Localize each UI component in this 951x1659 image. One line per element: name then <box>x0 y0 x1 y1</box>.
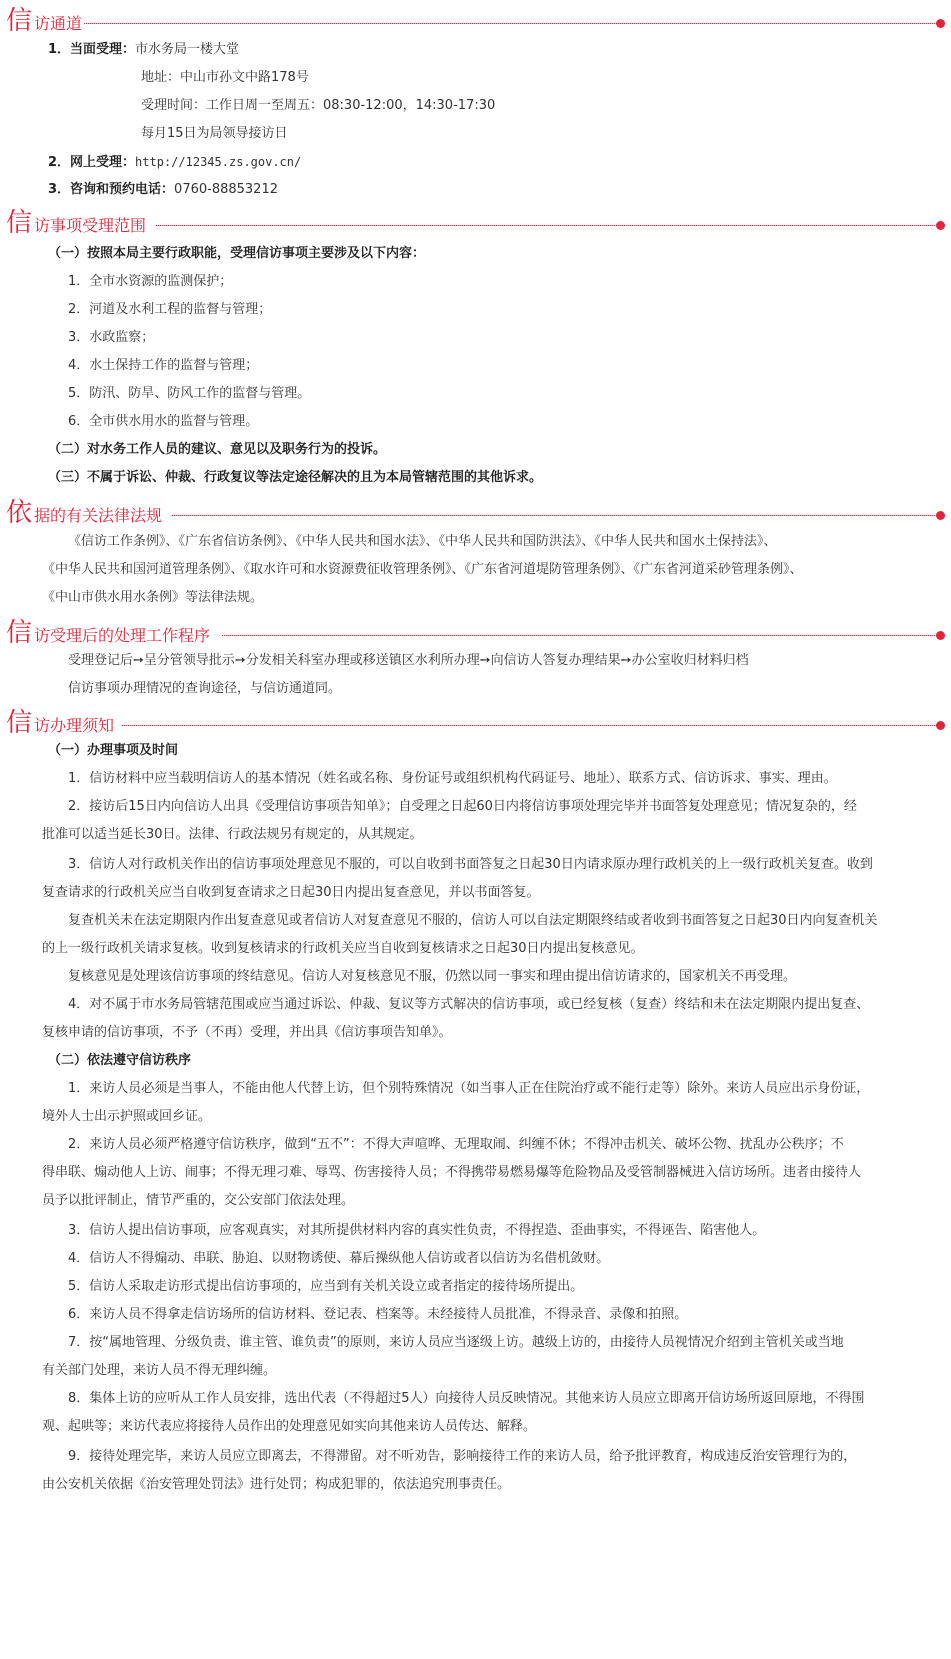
section-header-notice <box>0 706 951 740</box>
scope-paragraph-1: （一）按照本局主要行政职能，受理信访事项主要涉及以下内容： <box>48 246 426 261</box>
channel-item-3 <box>48 181 278 199</box>
channel-item-2-label: 2．网上受理： <box>48 155 136 170</box>
section-header-procedure <box>0 616 951 650</box>
scope-list-item: 4．水土保持工作的监督与管理； <box>68 358 259 373</box>
scope-list-item: 6．全市供水用水的监督与管理。 <box>68 414 259 429</box>
section-initial: 依 <box>6 498 33 528</box>
section-title: 据的有关法律法规 <box>34 506 163 525</box>
notice-line: 复核申请的信访事项，不予（不再）受理，并出具《信访事项告知单》。 <box>42 1025 452 1040</box>
bullet-dot-icon <box>936 221 945 230</box>
rule-line: 由公安机关依据《治安管理处罚法》进行处罚；构成犯罪的，依法追究刑事责任。 <box>42 1477 511 1492</box>
scope-paragraph-2: （二）对水务工作人员的建议、意见以及职务行为的投诉。 <box>48 442 387 457</box>
laws-line: 《中华人民共和国河道管理条例》、《取水许可和水资源费征收管理条例》、《广东省河道堤防管理条例》、《广东省河道采砂管理条例》、 <box>42 562 803 577</box>
notice-line: 1．信访材料中应当载明信访人的基本情况（姓名或名称、身份证号或组织机构代码证号、地址）、联系方式、信访诉求、事实、理由。 <box>68 771 837 786</box>
rule-line: 9．接待处理完毕，来访人员应立即离去，不得滞留。对不听劝告，影响接待工作的来访人员，给予批评教育，构成违反治安管理行为的， <box>68 1449 857 1464</box>
rule-line: 有关部门处理，来访人员不得无理纠缠。 <box>42 1363 277 1378</box>
dotted-divider <box>84 23 939 24</box>
laws-line: 《中山市供水用水条例》等法律法规。 <box>42 590 264 605</box>
channel-address: 地址：中山市孙文中路178号 <box>141 70 309 85</box>
rule-line: 1．来访人员必须是当事人，不能由他人代替上访，但个别特殊情况（如当事人正在住院治疗或不能行走等）除外。来访人员应出示身份证， <box>68 1081 870 1096</box>
rule-line: 3．信访人提出信访事项，应客观真实，对其所提供材料内容的真实性负责，不得捏造、歪曲事实，不得诬告、陷害他人。 <box>68 1223 766 1238</box>
dotted-divider <box>172 515 939 516</box>
section-title: 访受理后的处理工作程序 <box>34 626 211 645</box>
notice-heading-1: （一）办理事项及时间 <box>48 743 179 758</box>
section-initial: 信 <box>6 618 33 648</box>
dotted-divider <box>156 225 939 226</box>
section-header-channel <box>0 4 951 38</box>
rule-line: 境外人士出示护照或回乡证。 <box>42 1109 212 1124</box>
notice-line: 复查机关未在法定期限内作出复查意见或者信访人对复查意见不服的，信访人可以自法定期限终结或者收到书面答复之日起30日内向复查机关 <box>68 913 878 928</box>
notice-heading-2: （二）依法遵守信访秩序 <box>48 1053 192 1068</box>
laws-line: 《信访工作条例》、《广东省信访条例》、《中华人民共和国水法》、《中华人民共和国防洪法》、《中华人民共和国水土保持法》、 <box>68 534 777 549</box>
channel-item-1 <box>48 41 239 59</box>
section-initial: 信 <box>6 6 33 36</box>
notice-line: 2．接访后15日内向信访人出具《受理信访事项告知单》；自受理之日起60日内将信访事项处理完毕并书面答复处理意见；情况复杂的，经 <box>68 799 857 814</box>
dotted-divider <box>122 725 939 726</box>
rule-line: 员予以批评制止，情节严重的，交公安部门依法处理。 <box>42 1193 355 1208</box>
rule-line: 6．来访人员不得拿走信访场所的信访材料、登记表、档案等。未经接待人员批准，不得录音、录像和拍照。 <box>68 1307 688 1322</box>
notice-line: 的上一级行政机关请求复核。收到复核请求的行政机关应当自收到复核请求之日起30日内提出复核意见。 <box>42 941 644 956</box>
section-header-laws <box>0 496 951 530</box>
notice-line: 4．对不属于市水务局管辖范围或应当通过诉讼、仲裁、复议等方式解决的信访事项，或已经复核（复查）终结和未在法定期限内提出复查、 <box>68 997 870 1012</box>
section-title: 访事项受理范围 <box>34 216 147 235</box>
rule-line: 8．集体上访的应听从工作人员安排，选出代表（不得超过5人）向接待人员反映情况。其他来访人员应立即离开信访场所返回原地，不得围 <box>68 1391 865 1406</box>
bullet-dot-icon <box>936 19 945 28</box>
rule-line: 4．信访人不得煽动、串联、胁迫、以财物诱使、幕后操纵他人信访或者以信访为名借机敛财。 <box>68 1251 610 1266</box>
scope-list-item: 2．河道及水利工程的监督与管理； <box>68 302 272 317</box>
section-header-scope <box>0 206 951 240</box>
notice-line: 复查请求的行政机关应当自收到复查请求之日起30日内提出复查意见，并以书面答复。 <box>42 885 540 900</box>
section-title: 访办理须知 <box>34 716 115 735</box>
channel-item-3-label: 3．咨询和预约电话： <box>48 182 175 197</box>
channel-leader-day: 每月15日为局领导接访日 <box>141 126 288 141</box>
notice-line: 复核意见是处理该信访事项的终结意见。信访人对复核意见不服，仍然以同一事实和理由提出信访请求的，国家机关不再受理。 <box>68 969 797 984</box>
phone-number: 0760-88853212 <box>174 182 278 197</box>
notice-line: 批准可以适当延长30日。法律、行政法规另有规定的，从其规定。 <box>42 827 423 842</box>
section-initial: 信 <box>6 708 33 738</box>
bullet-dot-icon <box>936 511 945 520</box>
channel-hours: 受理时间：工作日周一至周五：08:30-12:00，14:30-17:30 <box>141 98 496 113</box>
procedure-query: 信访事项办理情况的查询途径，与信访通道同。 <box>68 681 342 696</box>
bullet-dot-icon <box>936 631 945 640</box>
channel-item-2 <box>48 153 301 172</box>
scope-paragraph-3: （三）不属于诉讼、仲裁、行政复议等法定途径解决的且为本局管辖范围的其他诉求。 <box>48 470 543 485</box>
bullet-dot-icon <box>936 721 945 730</box>
rule-line: 5．信访人采取走访形式提出信访事项的，应当到有关机关设立或者指定的接待场所提出。 <box>68 1279 584 1294</box>
rule-line: 2．来访人员必须严格遵守信访秩序，做到“五不”：不得大声喧哗、无理取闹、纠缠不休；不得冲击机关、破坏公物、扰乱办公秩序；不 <box>68 1137 844 1152</box>
scope-list-item: 5．防汛、防旱、防风工作的监督与管理。 <box>68 386 311 401</box>
channel-item-1-label: 1．当面受理： <box>48 42 136 57</box>
procedure-flow: 受理登记后➙呈分管领导批示➙分发相关科室办理或移送镇区水利所办理➙向信访人答复办理结果➙办公室收归材料归档 <box>68 653 749 668</box>
section-title: 访通道 <box>34 14 83 33</box>
rule-line: 观、起哄等；来访代表应将接待人员作出的处理意见如实向其他来访人员传达、解释。 <box>42 1419 537 1434</box>
scope-list-item: 3．水政监察； <box>68 330 155 345</box>
channel-item-1-value: 市水务局一楼大堂 <box>135 42 240 57</box>
notice-line: 3．信访人对行政机关作出的信访事项处理意见不服的，可以自收到书面答复之日起30日内请求原办理行政机关的上一级行政机关复查。收到 <box>68 857 873 872</box>
rule-line: 7．按“属地管理、分级负责、谁主管、谁负责”的原则，来访人员应当逐级上访。越级上访的，由接待人员视情况介绍到主管机关或当地 <box>68 1335 844 1350</box>
website-link[interactable]: http://12345.zs.gov.cn/ <box>135 155 302 169</box>
section-initial: 信 <box>6 208 33 238</box>
dotted-divider <box>222 635 939 636</box>
rule-line: 得串联、煽动他人上访、闹事；不得无理刁难、辱骂、伤害接待人员；不得携带易燃易爆等危险物品及受管制器械进入信访场所。违者由接待人 <box>42 1165 862 1180</box>
scope-list-item: 1．全市水资源的监测保护； <box>68 274 233 289</box>
